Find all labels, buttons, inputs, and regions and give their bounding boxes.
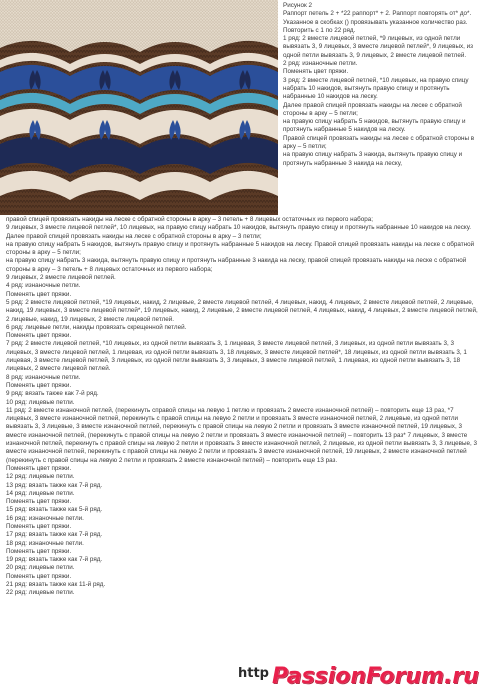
- instruction-line: 16 ряд: изнаночные петли.: [6, 514, 84, 522]
- instruction-line: 18 ряд: изнаночные петли.: [6, 539, 84, 547]
- instruction-line: Поменять цвет пряжи.: [6, 381, 72, 389]
- instruction-line: 8 ряд: изнаночные петли.: [6, 373, 81, 381]
- instruction-line: 6 ряд: лицевые петли, накиды провязать скрещенной петлей.: [6, 323, 187, 331]
- instruction-line: Поменять цвет пряжи.: [6, 522, 72, 530]
- instruction-line: 10 ряд: лицевые петли.: [6, 398, 75, 406]
- watermark: [238, 664, 479, 689]
- instruction-line: Поменять цвет пряжи.: [6, 290, 72, 298]
- instruction-line: 11 ряд: 2 вместе изнаночной петлей, (перекинуть справой спицы на левую 1 петлю и провязать 2 вместе изнаночной петлей) – повторить еще 13 раз, *7 лицевых, 3 вместе изнаночной петлей, перекинуть с правой спицы на левую 2 петли и провязать 3 вместе изнаночной петлей, 2 лицевые, из одной петли вывязать 3, 3 лицевые, 3 вместе изнаночной петлей, перекинуть с правой спицы на левую 2 петли и провязать 3 вместе изнаночной петлей, 19 лицевых, 3 вместе изнаночной петлей, (перекинуть с правой спицы на левую 2 петли и провязать 3 вместе изнаночной петлей) – повторить 13 раз* 7 лицевых, 3 вместе изнаночной петлей, перекинуть с правой спицы на левую 2 петли и провязать 3 вместе изнаночной петлей, 2 лицевые, из одной петли вывязать 3, 3 лицевые, 3 вместе изнаночной петлей, перекинуть с правой спицы на левую 2 петли и провязать 3 вместе изнаночной петлей, 19 лицевых, 2 вместе изнаночной петлей (перекинуть с правой спицы на левую 2 петли и провязать 2 вместе изнаночной петлей) – повторить еще 13 раз.: [6, 406, 479, 464]
- knitting-pattern-illustration: [0, 0, 278, 215]
- instruction-line: 12 ряд: лицевые петли.: [6, 473, 75, 481]
- instruction-line: Поменять цвет пряжи.: [6, 547, 72, 555]
- instruction-line: правой спицей провязать накиды на леске с обратной стороны в арку – 3 петель + 8 лицевых остаточных из первого набора;: [6, 216, 373, 223]
- instruction-line: 9 лицевых, 3 вместе лицевой петлей*, 10 лицевых, на правую спицу набрать 10 накидов, вытянуть правую спицу и протянуть набранные 10 накидов на леску. Далее правой спицей провязать накиды на леске с обратной стороны в арку – 3 петли;: [6, 224, 473, 240]
- watermark-brand: PassionForum.ru: [272, 664, 479, 689]
- instruction-line: 20 ряд: лицевые петли.: [6, 564, 75, 572]
- instruction-line: 15 ряд: вязать также как 5-й ряд.: [6, 506, 103, 514]
- instruction-line: 7 ряд: 2 вместе лицевой петлей, *10 лицевых, из одной петли вывязать 3, 1 лицевая, 3 вместе лицевой петлей, 3 лицевых, из одной петли вывязать 3, 3 лицевых, 3 вместе лицевой петлей, 1 лицевая, из одной петли вывязать 3, 18 лицевых, 3 вместе лицевой петлей*, 18 лицевых, из одной петли вывязать 3, 1 лицевая, 3 вместе лицевой петлей, 3 лицевых, из одной петли вывязать 3, 3 лицевых, 3 вместе лицевой петлей, 1 лицевая, из одной петли вывязать 3, 18 лицевых, 2 вместе лицевой петлей.: [6, 340, 469, 373]
- pattern-instructions: [6, 216, 482, 598]
- instruction-line: 5 ряд: 2 вместе лицевой петлей, *19 лицевых, накид, 2 лицевые, 2 вместе лицевой петлей, 4 лицевых, накид, 4 лицевых, 2 вместе лицевой петлей, 2 лицевые, накид, 19 лицевых, 3 вместе лицевой петлей*, 19 лицевых, накид, 2 лицевые, 2 вместе лицевой петлей, 4 лицевых, накид, 4 лицевых, 2 вместе лицевой петлей, 2 лицевые, накид, 19 лицевых, 2 вместе лицевой петлей.: [6, 298, 480, 323]
- instruction-line: на правую спицу набрать 5 накидов, вытянуть правую спицу и протянуть набранные 5 накидов на леску. Правой спицей провязать накиды на леске с обратной стороны в арку – 5 петли;: [6, 240, 476, 257]
- instruction-line: Поменять цвет пряжи.: [6, 332, 72, 340]
- instruction-line: 9 ряд: вязать также как 7-й ряд.: [6, 390, 99, 398]
- pattern-header-text: Рисунок 2 Раппорт петель 2 + *22 раппорт* + 2. Раппорт повторять от* до*. Указанное в скобках () провязывать указанное количество раз. Повторить с 1 по 22 ряд. 1 ряд: 2 вместе лицевой петлей, *9 лицевых, из одной петли вывязать 3, 9 лицевых, 3 вместе лицевой петлей*, 9 лицевых, из одной петли вывязать 3, 9 лицевых, 2 вместе лицевой петлей. 2 ряд: изнаночные петли. Поменять цвет пряжи. 3 ряд: 2 вместе лицевой петлей, *10 лицевых, на правую спицу набрать 10 накидов, вытянуть правую спицу и протянуть набранные 10 накидов на леску. Далее правой спицей провязать накиды на леске с обратной стороны в арку – 5 петли; на правую спицу набрать 5 накидов, вытянуть правую спицу и протянуть набранные 5 накидов на леску. Правой спицей провязать накиды на леске с обратной стороны в арку – 5 петли; на правую спицу набрать 3 накида, вытянуть правую спицу и протянуть набранные 3 накида на леску,: [283, 2, 475, 167]
- instruction-line: Поменять цвет пряжи.: [6, 498, 72, 506]
- knitting-photo: [0, 0, 278, 215]
- watermark-prefix: http: [238, 666, 269, 681]
- instruction-line: 14 ряд: лицевые петли.: [6, 489, 75, 497]
- instruction-line: 21 ряд: вязать также как 11-й ряд.: [6, 581, 106, 589]
- instruction-line: на правую спицу набрать 3 накида, вытянуть правую спицу и протянуть набранные 3 накида на леску, правой спицей провязать накиды на леске с обратной стороны в арку – 3 петель + 8 лицевых остаточных из первого набора;: [6, 257, 469, 273]
- instruction-line: 19 ряд: вязать также как 7-й ряд.: [6, 556, 103, 564]
- instruction-line: Поменять цвет пряжи.: [6, 572, 72, 580]
- instruction-line: 4 ряд: изнаночные петли.: [6, 282, 81, 290]
- instruction-line: 13 ряд: вязать также как 7-й ряд.: [6, 481, 103, 489]
- instruction-line: Поменять цвет пряжи.: [6, 464, 72, 472]
- instruction-line: 9 лицевых, 2 вместе лицевой петлей.: [6, 274, 116, 282]
- instruction-line: 17 ряд: вязать также как 7-й ряд.: [6, 531, 103, 539]
- instruction-line: 22 ряд: лицевые петли.: [6, 589, 75, 597]
